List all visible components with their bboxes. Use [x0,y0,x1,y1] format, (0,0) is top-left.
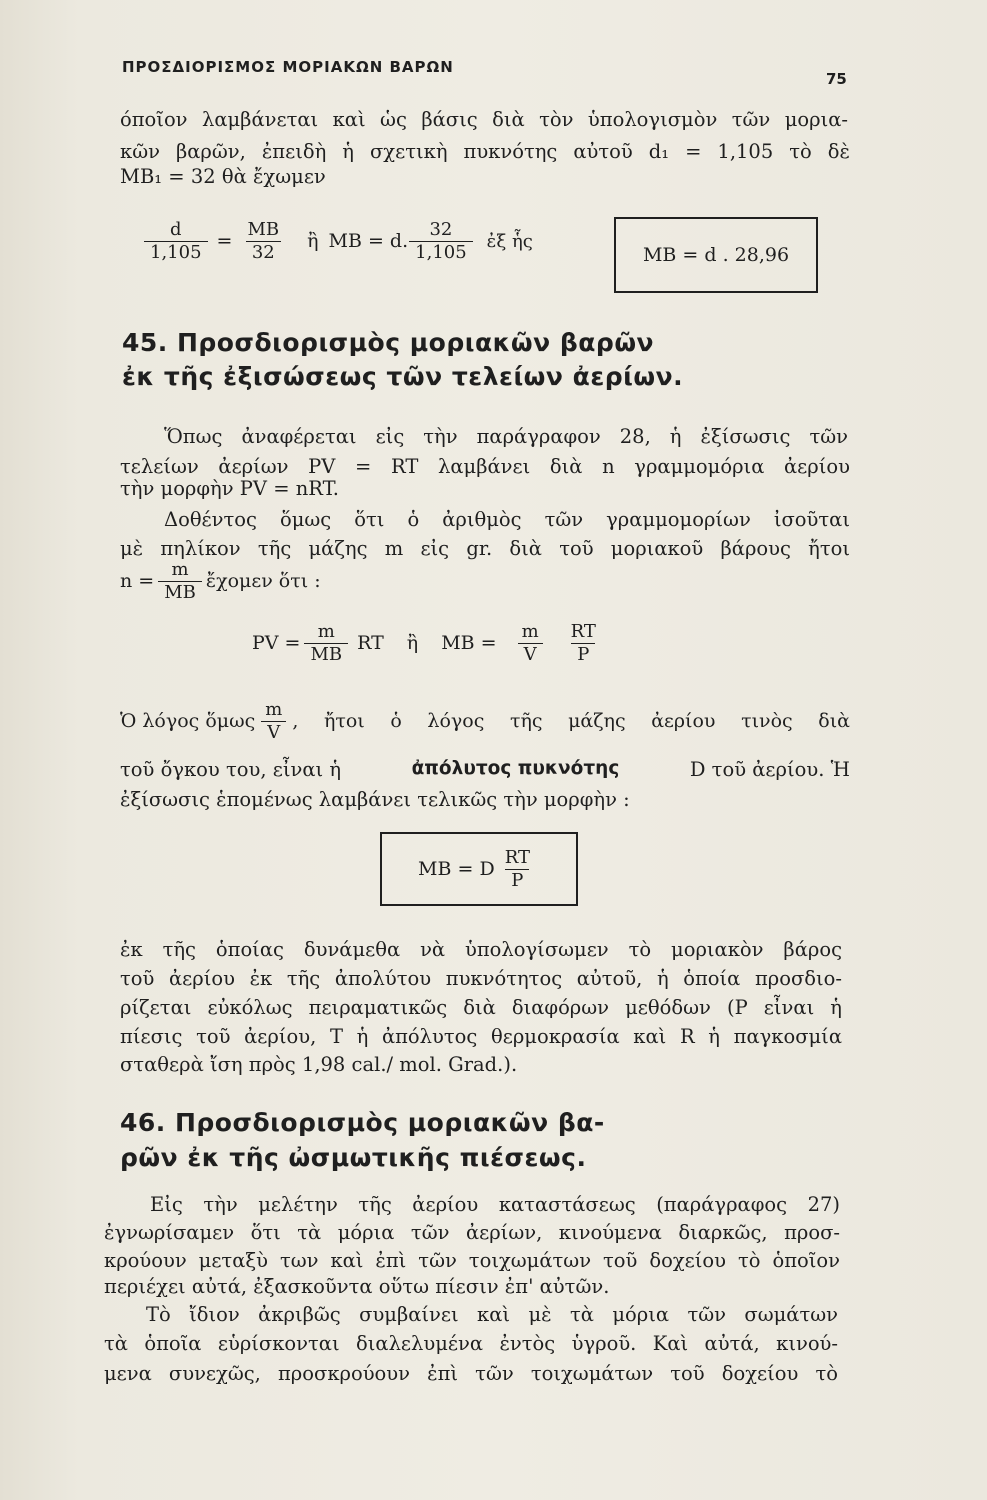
s45-form-line: ἐξίσωσις ἑπομένως λαμβάνει τελικῶς τὴν μορφὴν : [120,788,630,811]
fraction-rt-over-p: $\frac{RT}{P}$ [570,621,596,665]
fraction-m-over-mb: $\frac{m}{MB}$ [158,560,202,603]
s45-line-5: μὲ πηλίκον τῆς μάζης m εἰς gr. διὰ τοῦ μοριακοῦ βάρους ἤτοι [120,537,850,560]
s46-line-5: Τὸ ἴδιον ἀκριβῶς συμβαίνει καὶ μὲ τὰ μόρια τῶν σωμάτων [146,1303,838,1326]
s45-line-3: τὴν μορφὴν PV = nRT. [120,477,339,500]
s45-after-5: σταθερὰ ἴση πρὸς 1,98 cal./ mol. Grad.). [120,1053,518,1076]
s46-line-4: περιέχει αὐτά, ἐξασκοῦντα οὕτω πίεσιν ἐπ' αὐτῶν. [104,1275,610,1298]
fraction-m-over-v-2: $\frac{m}{V}$ [259,700,288,743]
s45-after-2: τοῦ ἀερίου ἐκ τῆς ἀπολύτου πυκνότητος αὐτοῦ, ἡ ὁποία προσδιο- [120,967,842,990]
fraction-m-over-mb-2: $\frac{m}{MB}$ [304,622,348,665]
intro-line-1: όποῖον λαμβάνεται καὶ ὡς βάσις διὰ τὸν ὑπολογισμὸν τῶν μορια- [120,108,848,131]
s45-after-1: ἐκ τῆς ὁποίας δυνάμεθα νὰ ὑπολογίσωμεν τὸ μοριακὸν βάρος [120,938,842,961]
intro-line-3: MB₁ = 32 θὰ ἔχωμεν [120,165,326,188]
fraction-mb-over-32: $\frac{MB}{32}$ [247,219,280,263]
s45-line-4: Δοθέντος ὅμως ὅτι ὁ ἀριθμὸς τῶν γραμμομορίων ἰσοῦται [164,508,850,531]
s46-line-1: Εἰς τὴν μελέτην τῆς ἀερίου καταστάσεως (παράγραφος 27) [150,1193,840,1216]
fraction-32-over-1105: $\frac{32}{1,105}$ [409,220,473,263]
section-45-title-line-1: 45. Προσδιορισμὸς μοριακῶν βαρῶν [122,328,655,357]
s46-line-6: τὰ ὁποῖα εὑρίσκονται διαλελυμένα ἐντὸς ὑγροῦ. Καὶ αὐτά, κινού- [104,1332,838,1355]
ratio-line: Ὁ λόγος ὅμως $\frac{m}{V}$ , ἤτοι ὁ λόγος τῆς μάζης ἀερίου τινὸς διὰ [120,699,850,743]
s46-line-2: ἐγνωρίσαμεν ὅτι τὰ μόρια τῶν ἀερίων, κινούμενα διαρκῶς, προσ- [104,1221,840,1244]
equation-1: $\frac{d}{1,105}$ = $\frac{MB}{32}$ ἢ MB = d. $\frac{32}{1,105}$ ἐξ ἧς [140,220,538,263]
fraction-rt-over-p-2: $\frac{RT}{P}$ [504,846,530,891]
running-title: ΠΡΟΣΔΙΟΡΙΣΜΟΣ ΜΟΡΙΑΚΩΝ ΒΑΡΩΝ [122,58,454,76]
page-number: 75 [826,70,847,88]
section-45-title-line-2: ἐκ τῆς ἐξισώσεως τῶν τελείων ἀερίων. [122,362,684,391]
s45-density-line: τοῦ ὄγκου του, εἶναι ἡ ἀπόλυτος πυκνότης D τοῦ ἀερίου. Ἡ [120,758,850,781]
equation-2: PV = $\frac{m}{MB}$ RT ἢ MB = $\frac{m}{V}$ $\frac{RT}{P}$ [252,622,606,665]
s45-line-2: τελείων ἀερίων PV = RT λαμβάνει διὰ n γραμμομόρια ἀερίου [120,455,850,478]
section-46-title-line-2: ρῶν ἐκ τῆς ὠσμωτικῆς πιέσεως. [120,1143,587,1172]
absolute-density-term: ἀπόλυτος πυκνότης [411,758,620,779]
s45-after-3: ρίζεται εὐκόλως πειραματικῶς διὰ διαφόρων μεθόδων (P εἶναι ἡ [120,996,842,1019]
boxed-result-2: MB = D $\frac{RT}{P}$ [380,832,578,906]
fraction-m-over-v: $\frac{m}{V}$ [516,622,545,665]
s45-after-4: πίεσις τοῦ ἀερίου, T ἡ ἀπόλυτος θερμοκρασία καὶ R ἡ παγκοσμία [120,1025,842,1048]
s46-line-3: κρούουν μεταξὺ των καὶ ἐπὶ τῶν τοιχωμάτων τοῦ δοχείου τὸ ὁποῖον [104,1249,840,1272]
n-equation: n = $\frac{m}{MB}$ ἔχομεν ὅτι : [120,559,321,603]
intro-line-2: κῶν βαρῶν, ἐπειδὴ ἡ σχετικὴ πυκνότης αὐτοῦ d₁ = 1,105 τὸ δὲ [120,140,850,163]
fraction-d-over-1105: $\frac{d}{1,105}$ [144,220,208,263]
s45-line-1: Ὅπως ἀναφέρεται εἰς τὴν παράγραφον 28, ἡ ἐξίσωσις τῶν [164,425,848,448]
boxed-result-1: MB = d . 28,96 [614,217,818,293]
section-46-title-line-1: 46. Προσδιορισμὸς μοριακῶν βα- [120,1108,605,1137]
s46-line-7: μενα συνεχῶς, προσκρούουν ἐπὶ τῶν τοιχωμάτων τοῦ δοχείου τὸ [104,1362,838,1385]
